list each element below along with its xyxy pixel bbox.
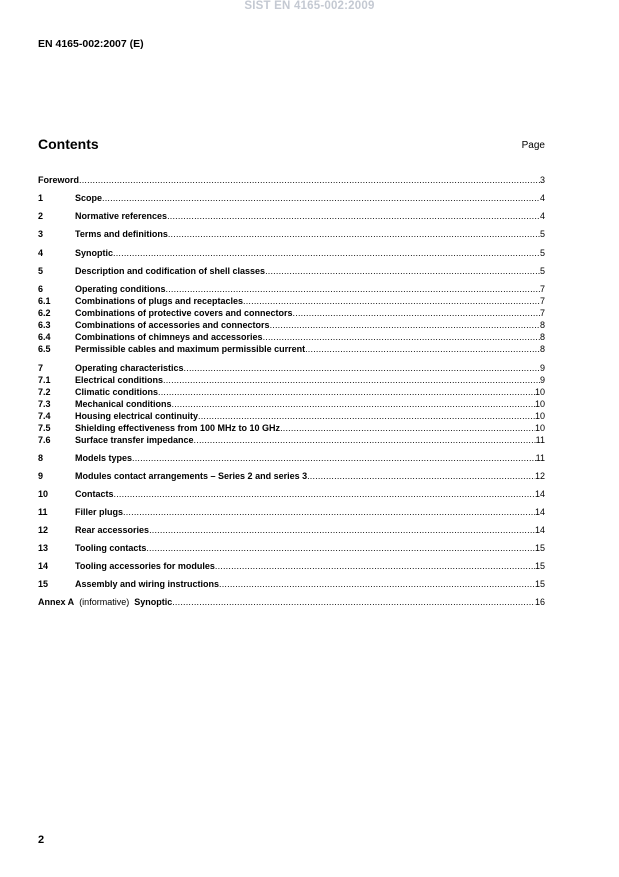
toc-entry-number: 5 <box>38 266 44 276</box>
toc-entry-title: Climatic conditions <box>75 387 159 397</box>
toc-leader-dots <box>172 399 535 410</box>
page-column-label: Page <box>521 140 545 151</box>
toc-entry-number: 6.2 <box>38 308 51 318</box>
toc-entry-title: Combinations of chimneys and accessories <box>75 332 263 342</box>
toc-entry-page: 9 <box>539 363 545 373</box>
toc-entry-number: 6.1 <box>38 296 51 306</box>
toc-leader-dots <box>198 411 535 422</box>
toc-entry-title: Assembly and wiring instructions <box>75 579 220 589</box>
toc-entry-page: 11 <box>535 435 545 445</box>
toc-entry-page: 5 <box>539 229 545 239</box>
toc-entry-page: 10 <box>534 387 545 397</box>
toc-leader-dots <box>146 543 535 554</box>
toc-leader-dots <box>113 248 540 259</box>
toc-leader-dots <box>172 597 535 608</box>
toc-entry-title: Tooling contacts <box>75 543 147 553</box>
toc-entry[interactable] <box>38 284 545 295</box>
toc-leader-dots <box>149 525 535 536</box>
toc-leader-dots <box>293 308 540 319</box>
toc-leader-dots <box>263 332 540 343</box>
toc-entry-number: 9 <box>38 471 44 481</box>
toc-entry-number: 6.4 <box>38 332 51 342</box>
toc-entry-number: 7.3 <box>38 399 51 409</box>
toc-entry[interactable] <box>38 453 545 464</box>
toc-entry-number: 4 <box>38 248 44 258</box>
toc-entry-page: 16 <box>534 597 545 607</box>
toc-entry-page: 10 <box>534 423 545 433</box>
toc-leader-dots <box>168 229 540 240</box>
toc-entry[interactable] <box>38 375 545 386</box>
toc-entry-page: 8 <box>539 344 545 354</box>
toc-leader-dots <box>280 423 535 434</box>
toc-leader-dots <box>79 175 540 186</box>
toc-entry-page: 5 <box>539 266 545 276</box>
toc-entry-title: Contacts <box>75 489 114 499</box>
toc-entry-title: Operating conditions <box>75 284 166 294</box>
toc-entry-page: 10 <box>534 411 545 421</box>
toc-entry-title: Models types <box>75 453 133 463</box>
toc-entry-number: 7.1 <box>38 375 51 385</box>
contents-title: Contents <box>38 136 99 152</box>
toc-entry-title: Normative references <box>75 211 168 221</box>
toc-entry-number: 3 <box>38 229 44 239</box>
toc-leader-dots <box>102 193 540 204</box>
toc-entry-page: 11 <box>535 453 545 463</box>
toc-entry-number: 2 <box>38 211 44 221</box>
toc-entry-page: 15 <box>534 579 545 589</box>
toc-entry-title: Modules contact arrangements – Series 2 and series 3 <box>75 471 308 481</box>
toc-entry[interactable] <box>38 507 545 518</box>
toc-leader-dots <box>194 435 536 446</box>
toc-leader-dots <box>114 489 535 500</box>
toc-entry-title: Electrical conditions <box>75 375 164 385</box>
toc-entry-number: 6.3 <box>38 320 51 330</box>
annex-prefix: Annex A <box>38 597 75 607</box>
toc-entry-page: 8 <box>539 320 545 330</box>
toc-leader-dots <box>243 296 540 307</box>
toc-entry-number: 7.4 <box>38 411 51 421</box>
toc-leader-dots <box>184 363 540 374</box>
toc-entry-number: 14 <box>38 561 49 571</box>
toc-entry-page: 14 <box>534 489 545 499</box>
toc-leader-dots <box>215 561 535 572</box>
toc-entry-title: Combinations of plugs and receptacles <box>75 296 244 306</box>
toc-entry[interactable] <box>38 320 545 331</box>
toc-entry-number: 10 <box>38 489 49 499</box>
toc-entry[interactable] <box>38 387 545 398</box>
toc-entry-page: 5 <box>539 248 545 258</box>
toc-entry-title: Permissible cables and maximum permissible current <box>75 344 306 354</box>
toc-entry-title: Combinations of protective covers and connectors <box>75 308 293 318</box>
toc-entry[interactable] <box>38 435 545 446</box>
toc-entry[interactable] <box>38 423 545 434</box>
toc-leader-dots <box>163 375 540 386</box>
toc-entry-number: 15 <box>38 579 49 589</box>
toc-leader-dots <box>123 507 535 518</box>
toc-entry-page: 4 <box>539 193 545 203</box>
toc-entry-title: Shielding effectiveness from 100 MHz to 10 GHz <box>75 423 281 433</box>
toc-entry-page: 15 <box>534 561 545 571</box>
toc-entry-title: Description and codification of shell classes <box>75 266 266 276</box>
toc-leader-dots <box>219 579 535 590</box>
page-number: 2 <box>38 834 45 846</box>
toc-entry-title: Combinations of accessories and connectors <box>75 320 270 330</box>
toc-entry-title: Rear accessories <box>75 525 150 535</box>
watermark: SIST EN 4165-002:2009 <box>244 0 375 12</box>
toc-entry[interactable] <box>38 561 545 572</box>
toc-entry-annex-a[interactable] <box>38 597 545 608</box>
toc-entry-page: 7 <box>539 284 545 294</box>
toc-entry-title: Filler plugs <box>75 507 124 517</box>
toc-entry[interactable] <box>38 489 545 500</box>
toc-entry-page: 10 <box>534 399 545 409</box>
toc-entry-page: 9 <box>539 375 545 385</box>
toc-entry[interactable] <box>38 363 545 374</box>
toc-entry[interactable] <box>38 229 545 240</box>
toc-entry-title <box>38 597 172 608</box>
toc-leader-dots <box>166 284 540 295</box>
toc-entry-page: 14 <box>534 525 545 535</box>
toc-leader-dots <box>270 320 540 331</box>
toc-entry-number: 7.5 <box>38 423 51 433</box>
toc-entry-number: 7 <box>38 363 44 373</box>
toc-entry[interactable] <box>38 525 545 536</box>
toc-entry[interactable] <box>38 332 545 343</box>
toc-entry-title: Foreword <box>38 175 80 185</box>
toc-entry-title: Tooling accessories for modules <box>75 561 215 571</box>
toc-entry-page: 8 <box>539 332 545 342</box>
toc-entry-number: 6 <box>38 284 44 294</box>
toc-entry-number: 7.6 <box>38 435 51 445</box>
annex-qualifier: (informative) <box>79 597 130 607</box>
toc-entry[interactable] <box>38 471 545 482</box>
toc-entry-page: 14 <box>534 507 545 517</box>
toc-entry[interactable] <box>38 399 545 410</box>
toc-entry-number: 11 <box>38 507 48 517</box>
toc-entry[interactable] <box>38 296 545 307</box>
toc-entry-number: 13 <box>38 543 49 553</box>
toc-entry-title: Synoptic <box>75 248 114 258</box>
toc-leader-dots <box>158 387 535 398</box>
toc-leader-dots <box>167 211 540 222</box>
toc-entry-number: 6.5 <box>38 344 51 354</box>
document-id: EN 4165-002:2007 (E) <box>38 38 144 50</box>
toc-entry-page: 4 <box>539 211 545 221</box>
toc-entry-page: 15 <box>534 543 545 553</box>
toc-entry-page: 7 <box>539 308 545 318</box>
toc-entry-page: 3 <box>539 175 545 185</box>
toc-entry-number: 7.2 <box>38 387 51 397</box>
toc-leader-dots <box>307 471 535 482</box>
toc-entry[interactable] <box>38 411 545 422</box>
toc-entry-number: 1 <box>38 193 44 203</box>
toc-entry[interactable] <box>38 175 545 186</box>
toc-entry[interactable] <box>38 308 545 319</box>
toc-entry-title: Surface transfer impedance <box>75 435 194 445</box>
annex-title: Synoptic <box>134 597 173 607</box>
toc-entry-number: 8 <box>38 453 44 463</box>
toc-entry[interactable] <box>38 344 545 355</box>
toc-entry-number: 12 <box>38 525 49 535</box>
toc-entry[interactable] <box>38 543 545 554</box>
toc-entry[interactable] <box>38 266 545 277</box>
toc-leader-dots <box>132 453 536 464</box>
toc-entry-title: Operating characteristics <box>75 363 184 373</box>
toc-entry-title: Housing electrical continuity <box>75 411 199 421</box>
toc-entry[interactable] <box>38 248 545 259</box>
toc-leader-dots <box>305 344 540 355</box>
toc-entry-title: Scope <box>75 193 103 203</box>
toc-entry-title: Terms and definitions <box>75 229 168 239</box>
toc-entry-title: Mechanical conditions <box>75 399 172 409</box>
toc-leader-dots <box>265 266 540 277</box>
toc-entry-page: 12 <box>534 471 545 481</box>
toc-entry[interactable] <box>38 211 545 222</box>
toc-entry[interactable] <box>38 193 545 204</box>
toc-entry[interactable] <box>38 579 545 590</box>
toc-entry-page: 7 <box>539 296 545 306</box>
